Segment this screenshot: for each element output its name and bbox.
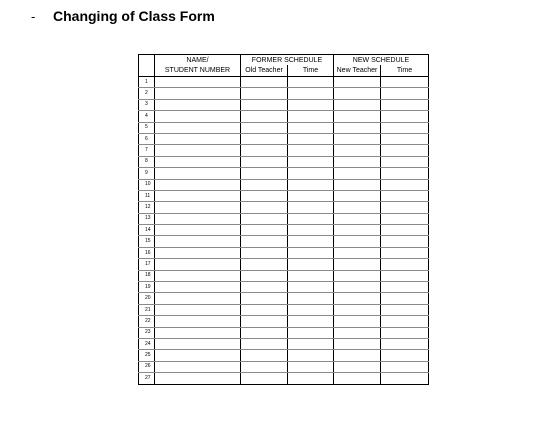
name-cell[interactable] [155, 338, 241, 349]
row-number: 20 [139, 293, 155, 304]
new-teacher-cell[interactable] [334, 373, 381, 384]
new-teacher-cell[interactable] [334, 190, 381, 201]
old-teacher-cell[interactable] [241, 327, 288, 338]
name-cell[interactable] [155, 361, 241, 372]
name-cell[interactable] [155, 145, 241, 156]
name-cell[interactable] [155, 88, 241, 99]
new-time-cell[interactable] [381, 373, 429, 384]
heading-bullet: - [31, 9, 36, 24]
table-row [139, 350, 429, 361]
row-number: 14 [139, 225, 155, 236]
new-teacher-cell[interactable] [334, 259, 381, 270]
old-teacher-header: Old Teacher [241, 65, 288, 77]
old-teacher-cell[interactable] [241, 111, 288, 122]
table-row [139, 202, 429, 213]
table-row [139, 361, 429, 372]
row-number: 10 [139, 179, 155, 190]
name-cell[interactable] [155, 282, 241, 293]
former-time-cell[interactable] [288, 111, 334, 122]
old-teacher-cell[interactable] [241, 145, 288, 156]
new-time-cell[interactable] [381, 179, 429, 190]
old-teacher-cell[interactable] [241, 156, 288, 167]
row-number: 4 [139, 111, 155, 122]
table-row [139, 225, 429, 236]
name-cell[interactable] [155, 156, 241, 167]
name-cell[interactable] [155, 111, 241, 122]
row-number-header [139, 55, 155, 77]
new-time-cell[interactable] [381, 338, 429, 349]
new-teacher-cell[interactable] [334, 88, 381, 99]
new-teacher-cell[interactable] [334, 213, 381, 224]
table-row [139, 179, 429, 190]
old-teacher-cell[interactable] [241, 293, 288, 304]
row-number: 16 [139, 247, 155, 258]
table-row [139, 304, 429, 315]
new-time-cell[interactable] [381, 236, 429, 247]
new-time-header: Time [381, 65, 429, 77]
former-time-cell[interactable] [288, 225, 334, 236]
row-number: 24 [139, 338, 155, 349]
table-row [139, 236, 429, 247]
new-time-cell[interactable] [381, 145, 429, 156]
former-time-cell[interactable] [288, 373, 334, 384]
table-row [139, 77, 429, 88]
name-cell[interactable] [155, 373, 241, 384]
row-number: 1 [139, 77, 155, 88]
table-row [139, 122, 429, 133]
new-time-cell[interactable] [381, 316, 429, 327]
former-time-cell[interactable] [288, 361, 334, 372]
new-teacher-cell[interactable] [334, 327, 381, 338]
row-number: 8 [139, 156, 155, 167]
name-cell[interactable] [155, 225, 241, 236]
new-time-cell[interactable] [381, 99, 429, 110]
name-cell[interactable] [155, 327, 241, 338]
row-number: 23 [139, 327, 155, 338]
form-heading [0, 8, 546, 26]
new-teacher-cell[interactable] [334, 202, 381, 213]
former-time-cell[interactable] [288, 133, 334, 144]
table-row [139, 316, 429, 327]
former-time-cell[interactable] [288, 270, 334, 281]
new-teacher-cell[interactable] [334, 225, 381, 236]
table-row [139, 190, 429, 201]
row-number: 19 [139, 282, 155, 293]
former-time-cell[interactable] [288, 338, 334, 349]
new-teacher-cell[interactable] [334, 99, 381, 110]
new-time-cell[interactable] [381, 111, 429, 122]
new-time-cell[interactable] [381, 190, 429, 201]
row-number: 11 [139, 190, 155, 201]
new-time-cell[interactable] [381, 293, 429, 304]
name-cell[interactable] [155, 293, 241, 304]
table-row [139, 247, 429, 258]
former-time-cell[interactable] [288, 190, 334, 201]
former-time-cell[interactable] [288, 99, 334, 110]
name-cell[interactable] [155, 122, 241, 133]
new-time-cell[interactable] [381, 202, 429, 213]
row-number: 13 [139, 213, 155, 224]
name-cell[interactable] [155, 350, 241, 361]
row-number: 6 [139, 133, 155, 144]
name-cell[interactable] [155, 247, 241, 258]
new-teacher-cell[interactable] [334, 316, 381, 327]
row-number: 9 [139, 168, 155, 179]
old-teacher-cell[interactable] [241, 247, 288, 258]
name-header-line2: STUDENT NUMBER [164, 66, 231, 74]
new-teacher-cell[interactable] [334, 122, 381, 133]
class-change-table [138, 54, 429, 385]
table-row [139, 327, 429, 338]
name-cell[interactable] [155, 133, 241, 144]
former-time-cell[interactable] [288, 168, 334, 179]
old-teacher-cell[interactable] [241, 202, 288, 213]
old-teacher-cell[interactable] [241, 88, 288, 99]
former-time-cell[interactable] [288, 236, 334, 247]
former-time-cell[interactable] [288, 88, 334, 99]
table-row [139, 133, 429, 144]
row-number: 17 [139, 259, 155, 270]
new-teacher-cell[interactable] [334, 111, 381, 122]
old-teacher-cell[interactable] [241, 77, 288, 88]
name-cell[interactable] [155, 316, 241, 327]
name-cell[interactable] [155, 99, 241, 110]
former-time-cell[interactable] [288, 282, 334, 293]
name-cell[interactable] [155, 77, 241, 88]
old-teacher-cell[interactable] [241, 236, 288, 247]
new-time-cell[interactable] [381, 259, 429, 270]
old-teacher-cell[interactable] [241, 168, 288, 179]
new-teacher-cell[interactable] [334, 282, 381, 293]
former-time-cell[interactable] [288, 327, 334, 338]
former-time-cell[interactable] [288, 304, 334, 315]
new-time-cell[interactable] [381, 247, 429, 258]
table-row [139, 156, 429, 167]
new-teacher-cell[interactable] [334, 77, 381, 88]
former-time-cell[interactable] [288, 259, 334, 270]
new-schedule-header: NEW SCHEDULE [334, 55, 429, 66]
row-number: 27 [139, 373, 155, 384]
former-time-cell[interactable] [288, 350, 334, 361]
new-teacher-cell[interactable] [334, 361, 381, 372]
table-row [139, 168, 429, 179]
former-time-cell[interactable] [288, 202, 334, 213]
name-student-number-header [155, 55, 241, 77]
former-time-cell[interactable] [288, 122, 334, 133]
new-time-cell[interactable] [381, 361, 429, 372]
old-teacher-cell[interactable] [241, 122, 288, 133]
new-time-cell[interactable] [381, 282, 429, 293]
old-teacher-cell[interactable] [241, 361, 288, 372]
new-teacher-cell[interactable] [334, 168, 381, 179]
new-time-cell[interactable] [381, 88, 429, 99]
new-time-cell[interactable] [381, 270, 429, 281]
old-teacher-cell[interactable] [241, 304, 288, 315]
former-time-header: Time [288, 65, 334, 77]
new-teacher-cell[interactable] [334, 338, 381, 349]
new-time-cell[interactable] [381, 213, 429, 224]
table-row [139, 293, 429, 304]
name-cell[interactable] [155, 179, 241, 190]
new-time-cell[interactable] [381, 133, 429, 144]
table-row [139, 145, 429, 156]
name-cell[interactable] [155, 236, 241, 247]
table-row [139, 99, 429, 110]
row-number: 15 [139, 236, 155, 247]
name-header-line1: NAME/ [186, 56, 209, 64]
old-teacher-cell[interactable] [241, 270, 288, 281]
new-time-cell[interactable] [381, 77, 429, 88]
new-time-cell[interactable] [381, 156, 429, 167]
former-time-cell[interactable] [288, 179, 334, 190]
row-number: 26 [139, 361, 155, 372]
new-teacher-cell[interactable] [334, 145, 381, 156]
name-cell[interactable] [155, 168, 241, 179]
new-time-cell[interactable] [381, 304, 429, 315]
new-teacher-cell[interactable] [334, 133, 381, 144]
row-number: 3 [139, 99, 155, 110]
old-teacher-cell[interactable] [241, 133, 288, 144]
row-number: 5 [139, 122, 155, 133]
table-body [139, 77, 429, 385]
old-teacher-cell[interactable] [241, 316, 288, 327]
table-row [139, 270, 429, 281]
old-teacher-cell[interactable] [241, 190, 288, 201]
row-number: 7 [139, 145, 155, 156]
old-teacher-cell[interactable] [241, 225, 288, 236]
former-time-cell[interactable] [288, 145, 334, 156]
old-teacher-cell[interactable] [241, 282, 288, 293]
new-teacher-cell[interactable] [334, 156, 381, 167]
former-time-cell[interactable] [288, 156, 334, 167]
form-title: Changing of Class Form [53, 8, 215, 24]
new-teacher-header: New Teacher [334, 65, 381, 77]
row-number: 18 [139, 270, 155, 281]
former-time-cell[interactable] [288, 247, 334, 258]
table-row [139, 282, 429, 293]
new-time-cell[interactable] [381, 122, 429, 133]
new-teacher-cell[interactable] [334, 270, 381, 281]
new-teacher-cell[interactable] [334, 293, 381, 304]
old-teacher-cell[interactable] [241, 259, 288, 270]
new-teacher-cell[interactable] [334, 179, 381, 190]
former-time-cell[interactable] [288, 213, 334, 224]
new-time-cell[interactable] [381, 225, 429, 236]
name-cell[interactable] [155, 202, 241, 213]
table-row [139, 338, 429, 349]
former-time-cell[interactable] [288, 316, 334, 327]
former-time-cell[interactable] [288, 293, 334, 304]
old-teacher-cell[interactable] [241, 179, 288, 190]
table-row [139, 259, 429, 270]
new-teacher-cell[interactable] [334, 247, 381, 258]
name-cell[interactable] [155, 213, 241, 224]
table-row [139, 88, 429, 99]
row-number: 12 [139, 202, 155, 213]
new-time-cell[interactable] [381, 327, 429, 338]
name-cell[interactable] [155, 259, 241, 270]
name-cell[interactable] [155, 270, 241, 281]
new-teacher-cell[interactable] [334, 350, 381, 361]
name-cell[interactable] [155, 190, 241, 201]
row-number: 22 [139, 316, 155, 327]
new-teacher-cell[interactable] [334, 304, 381, 315]
old-teacher-cell[interactable] [241, 373, 288, 384]
old-teacher-cell[interactable] [241, 338, 288, 349]
old-teacher-cell[interactable] [241, 350, 288, 361]
old-teacher-cell[interactable] [241, 213, 288, 224]
old-teacher-cell[interactable] [241, 99, 288, 110]
new-time-cell[interactable] [381, 168, 429, 179]
row-number: 25 [139, 350, 155, 361]
table-row [139, 373, 429, 384]
new-time-cell[interactable] [381, 350, 429, 361]
table-row [139, 213, 429, 224]
table-row [139, 111, 429, 122]
former-time-cell[interactable] [288, 77, 334, 88]
row-number: 2 [139, 88, 155, 99]
name-cell[interactable] [155, 304, 241, 315]
row-number: 21 [139, 304, 155, 315]
former-schedule-header: FORMER SCHEDULE [241, 55, 334, 66]
new-teacher-cell[interactable] [334, 236, 381, 247]
